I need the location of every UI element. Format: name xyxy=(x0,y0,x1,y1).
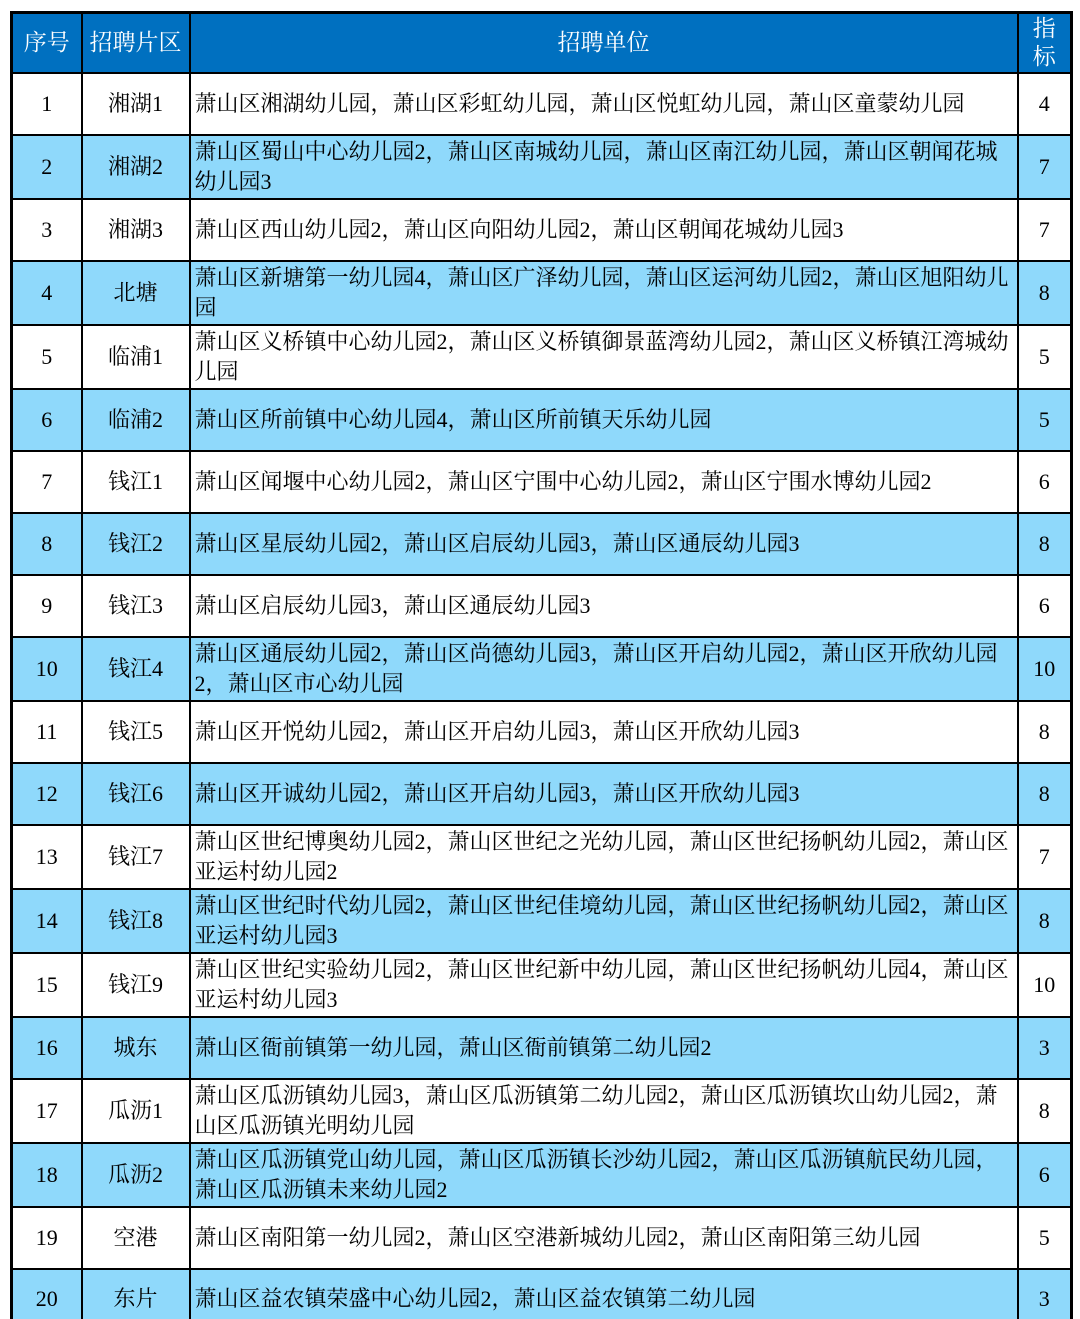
recruitment-unit-cell: 萧山区开悦幼儿园2，萧山区开启幼儿园3，萧山区开欣幼儿园3 xyxy=(190,701,1018,763)
recruitment-unit-cell: 萧山区启辰幼儿园3，萧山区通辰幼儿园3 xyxy=(190,575,1018,637)
recruitment-unit-cell: 萧山区蜀山中心幼儿园2，萧山区南城幼儿园，萧山区南江幼儿园，萧山区朝闻花城幼儿园3 xyxy=(190,135,1018,199)
recruitment-area-cell: 临浦1 xyxy=(82,325,190,389)
serial-number-cell: 7 xyxy=(12,451,82,513)
quota-cell: 3 xyxy=(1018,1269,1072,1319)
table-row xyxy=(12,825,1072,889)
recruitment-area-cell: 临浦2 xyxy=(82,389,190,451)
quota-cell: 4 xyxy=(1018,73,1072,135)
table-row xyxy=(12,261,1072,325)
serial-number-cell: 9 xyxy=(12,575,82,637)
serial-number-cell: 2 xyxy=(12,135,82,199)
serial-number-cell: 4 xyxy=(12,261,82,325)
recruitment-area-cell: 钱江8 xyxy=(82,889,190,953)
serial-number-cell: 20 xyxy=(12,1269,82,1319)
table-row xyxy=(12,1143,1072,1207)
header-recruitment-area: 招聘片区 xyxy=(82,13,190,73)
quota-cell: 5 xyxy=(1018,325,1072,389)
recruitment-table xyxy=(10,11,1073,1319)
serial-number-cell: 17 xyxy=(12,1079,82,1143)
table-row xyxy=(12,575,1072,637)
serial-number-cell: 1 xyxy=(12,73,82,135)
recruitment-unit-cell: 萧山区南阳第一幼儿园2，萧山区空港新城幼儿园2，萧山区南阳第三幼儿园 xyxy=(190,1207,1018,1269)
table-row xyxy=(12,1079,1072,1143)
serial-number-cell: 8 xyxy=(12,513,82,575)
recruitment-area-cell: 湘湖1 xyxy=(82,73,190,135)
quota-cell: 3 xyxy=(1018,1017,1072,1079)
table-row xyxy=(12,889,1072,953)
table-row xyxy=(12,325,1072,389)
recruitment-area-cell: 东片 xyxy=(82,1269,190,1319)
recruitment-unit-cell: 萧山区湘湖幼儿园，萧山区彩虹幼儿园，萧山区悦虹幼儿园，萧山区童蒙幼儿园 xyxy=(190,73,1018,135)
table-row xyxy=(12,135,1072,199)
table-row xyxy=(12,701,1072,763)
recruitment-area-cell: 钱江6 xyxy=(82,763,190,825)
table-row xyxy=(12,1017,1072,1079)
table-row xyxy=(12,73,1072,135)
recruitment-unit-cell: 萧山区所前镇中心幼儿园4，萧山区所前镇天乐幼儿园 xyxy=(190,389,1018,451)
table-row xyxy=(12,451,1072,513)
recruitment-unit-cell: 萧山区通辰幼儿园2，萧山区尚德幼儿园3，萧山区开启幼儿园2，萧山区开欣幼儿园2，萧山区市心幼儿园 xyxy=(190,637,1018,701)
quota-cell: 5 xyxy=(1018,389,1072,451)
serial-number-cell: 11 xyxy=(12,701,82,763)
serial-number-cell: 14 xyxy=(12,889,82,953)
recruitment-area-cell: 湘湖3 xyxy=(82,199,190,261)
serial-number-cell: 13 xyxy=(12,825,82,889)
recruitment-area-cell: 钱江7 xyxy=(82,825,190,889)
recruitment-area-cell: 北塘 xyxy=(82,261,190,325)
quota-cell: 8 xyxy=(1018,261,1072,325)
quota-cell: 6 xyxy=(1018,1143,1072,1207)
recruitment-unit-cell: 萧山区开诚幼儿园2，萧山区开启幼儿园3，萧山区开欣幼儿园3 xyxy=(190,763,1018,825)
serial-number-cell: 10 xyxy=(12,637,82,701)
table-row xyxy=(12,1269,1072,1319)
header-recruitment-unit: 招聘单位 xyxy=(190,13,1018,73)
serial-number-cell: 5 xyxy=(12,325,82,389)
header-serial-number: 序号 xyxy=(12,13,82,73)
table-row xyxy=(12,763,1072,825)
recruitment-area-cell: 钱江3 xyxy=(82,575,190,637)
recruitment-unit-cell: 萧山区世纪实验幼儿园2，萧山区世纪新中幼儿园，萧山区世纪扬帆幼儿园4，萧山区亚运村幼儿园3 xyxy=(190,953,1018,1017)
recruitment-unit-cell: 萧山区世纪博奥幼儿园2，萧山区世纪之光幼儿园，萧山区世纪扬帆幼儿园2，萧山区亚运村幼儿园2 xyxy=(190,825,1018,889)
quota-cell: 8 xyxy=(1018,513,1072,575)
quota-cell: 6 xyxy=(1018,451,1072,513)
recruitment-unit-cell: 萧山区衙前镇第一幼儿园，萧山区衙前镇第二幼儿园2 xyxy=(190,1017,1018,1079)
table-row xyxy=(12,199,1072,261)
recruitment-area-cell: 城东 xyxy=(82,1017,190,1079)
recruitment-area-cell: 钱江4 xyxy=(82,637,190,701)
serial-number-cell: 18 xyxy=(12,1143,82,1207)
recruitment-area-cell: 钱江9 xyxy=(82,953,190,1017)
table-row xyxy=(12,953,1072,1017)
table-header xyxy=(12,13,1072,73)
serial-number-cell: 19 xyxy=(12,1207,82,1269)
recruitment-area-cell: 钱江2 xyxy=(82,513,190,575)
quota-cell: 8 xyxy=(1018,763,1072,825)
quota-cell: 8 xyxy=(1018,889,1072,953)
recruitment-unit-cell: 萧山区世纪时代幼儿园2，萧山区世纪佳境幼儿园，萧山区世纪扬帆幼儿园2，萧山区亚运村幼儿园3 xyxy=(190,889,1018,953)
recruitment-area-cell: 空港 xyxy=(82,1207,190,1269)
serial-number-cell: 6 xyxy=(12,389,82,451)
recruitment-unit-cell: 萧山区瓜沥镇幼儿园3，萧山区瓜沥镇第二幼儿园2，萧山区瓜沥镇坎山幼儿园2，萧山区瓜沥镇光明幼儿园 xyxy=(190,1079,1018,1143)
serial-number-cell: 3 xyxy=(12,199,82,261)
quota-cell: 8 xyxy=(1018,701,1072,763)
table-row xyxy=(12,389,1072,451)
recruitment-area-cell: 瓜沥1 xyxy=(82,1079,190,1143)
quota-cell: 10 xyxy=(1018,637,1072,701)
recruitment-unit-cell: 萧山区义桥镇中心幼儿园2，萧山区义桥镇御景蓝湾幼儿园2，萧山区义桥镇江湾城幼儿园 xyxy=(190,325,1018,389)
recruitment-area-cell: 钱江5 xyxy=(82,701,190,763)
recruitment-unit-cell: 萧山区西山幼儿园2，萧山区向阳幼儿园2，萧山区朝闻花城幼儿园3 xyxy=(190,199,1018,261)
quota-cell: 8 xyxy=(1018,1079,1072,1143)
serial-number-cell: 16 xyxy=(12,1017,82,1079)
recruitment-unit-cell: 萧山区新塘第一幼儿园4，萧山区广泽幼儿园，萧山区运河幼儿园2，萧山区旭阳幼儿园 xyxy=(190,261,1018,325)
quota-cell: 5 xyxy=(1018,1207,1072,1269)
table-row xyxy=(12,1207,1072,1269)
quota-cell: 6 xyxy=(1018,575,1072,637)
quota-cell: 7 xyxy=(1018,199,1072,261)
quota-cell: 7 xyxy=(1018,825,1072,889)
recruitment-area-cell: 钱江1 xyxy=(82,451,190,513)
table-row xyxy=(12,637,1072,701)
serial-number-cell: 15 xyxy=(12,953,82,1017)
recruitment-area-cell: 瓜沥2 xyxy=(82,1143,190,1207)
header-row xyxy=(12,13,1072,73)
recruitment-unit-cell: 萧山区益农镇荣盛中心幼儿园2，萧山区益农镇第二幼儿园 xyxy=(190,1269,1018,1319)
recruitment-unit-cell: 萧山区星辰幼儿园2，萧山区启辰幼儿园3，萧山区通辰幼儿园3 xyxy=(190,513,1018,575)
quota-cell: 7 xyxy=(1018,135,1072,199)
quota-cell: 10 xyxy=(1018,953,1072,1017)
table-body xyxy=(12,73,1072,1319)
recruitment-unit-cell: 萧山区闻堰中心幼儿园2，萧山区宁围中心幼儿园2，萧山区宁围水博幼儿园2 xyxy=(190,451,1018,513)
table-row xyxy=(12,513,1072,575)
recruitment-unit-cell: 萧山区瓜沥镇党山幼儿园，萧山区瓜沥镇长沙幼儿园2，萧山区瓜沥镇航民幼儿园，萧山区瓜沥镇未来幼儿园2 xyxy=(190,1143,1018,1207)
recruitment-area-cell: 湘湖2 xyxy=(82,135,190,199)
serial-number-cell: 12 xyxy=(12,763,82,825)
header-quota: 指标 xyxy=(1018,13,1072,73)
